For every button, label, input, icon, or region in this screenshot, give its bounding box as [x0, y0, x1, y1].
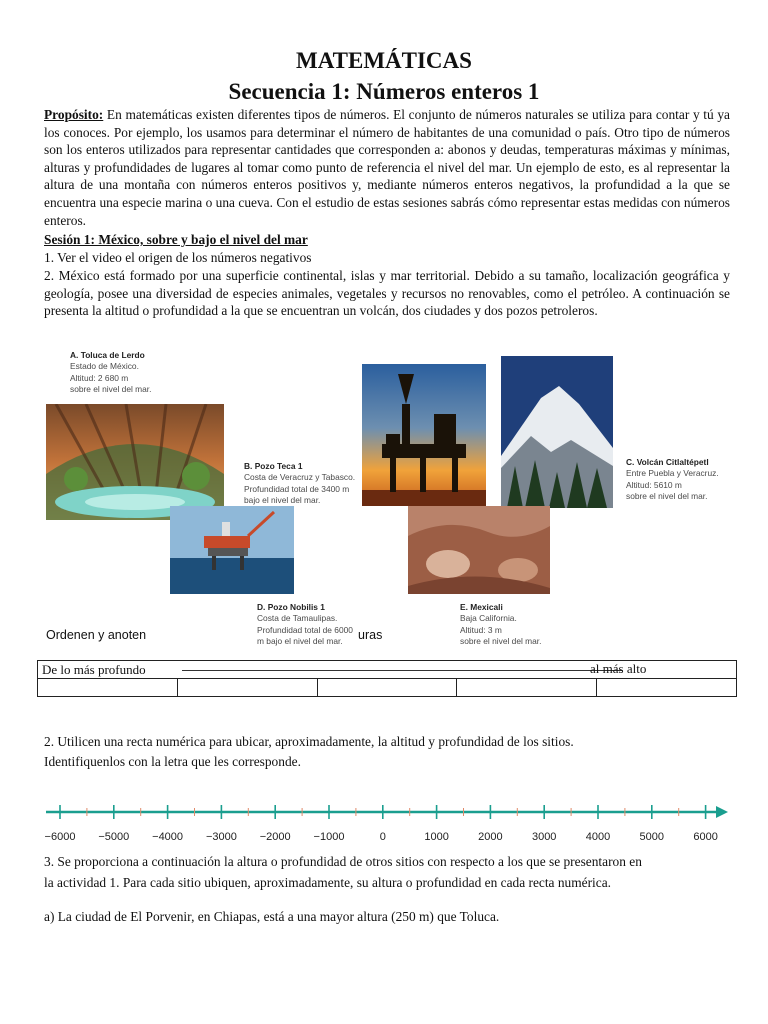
sites-collage [38, 346, 730, 658]
sequence-title: Secuencia 1: Números enteros 1 [228, 79, 540, 104]
order-arrow-line [182, 670, 622, 671]
session-title: Sesión 1: México, sobre y bajo el nivel del mar [44, 232, 308, 247]
number-line-label: 2000 [478, 831, 503, 843]
site-a-line1: Estado de México. [70, 361, 139, 372]
site-d-line3: m bajo el nivel del mar. [257, 636, 343, 647]
site-b-title: B. Pozo Teca 1 [244, 461, 303, 471]
answer-cell-1[interactable] [38, 679, 178, 697]
number-line-label: −4000 [152, 831, 184, 843]
question-3-line2: la actividad 1. Para cada sitio ubiquen, aproximadamente, su altura o profundidad en cada recta numérica. [44, 875, 612, 890]
site-b-line2: Profundidad total de 3400 m [244, 483, 350, 494]
purpose-text: En matemáticas existen diferentes tipos de números. El conjunto de números naturales se utiliza para contar y tú ya los conoces. Por ejemplo, los usamos para determinar el número de habitantes de una comunidad o país. Otro tipo de números son los enteros utilizados para representar cantidades que corresponden a: abonos y deudas, temperaturas máximas y mínimas, alturas y profundidades de lugares al tomar como punto de referencia el nivel del mar. Un ejemplo de esto, es al representar la altura de una montaña con números enteros positivos y, mediante números enteros negativos, la profundidad a la que se encuentra una especie marina o una cueva. Con el estudio de estas sesiones sabrás cómo representar estas medidas con números enteros. [44, 107, 730, 228]
purpose-label: Propósito: [44, 107, 104, 122]
number-line-label: 4000 [585, 831, 611, 843]
order-header-row [38, 661, 737, 679]
question-3a: a) La ciudad de El Porvenir, en Chiapas, está a una mayor altura (250 m) que Toluca. [44, 909, 500, 924]
number-line-label: 0 [379, 831, 386, 843]
mexicali-photo [408, 506, 550, 594]
number-line-label: −5000 [98, 831, 130, 843]
site-a-line2: Altitud: 2 680 m [70, 372, 129, 383]
question-2-line2: Identifiquenlos con la letra que les corresponde. [44, 754, 301, 769]
number-line [40, 798, 740, 844]
site-c-title: C. Volcán Citlaltépetl [626, 457, 709, 467]
site-e-line3: sobre el nivel del mar. [460, 636, 542, 647]
session-item-1: 1. Ver el video el origen de los números negativos [44, 250, 312, 265]
number-line-label: −1000 [313, 831, 345, 843]
number-line-label: 5000 [639, 831, 665, 843]
number-line-label: −2000 [259, 831, 291, 843]
site-c-line1: Entre Puebla y Veracruz. [626, 468, 719, 479]
order-to-label: al más alto [590, 661, 647, 676]
site-e-title: E. Mexicali [460, 602, 503, 612]
site-d-title: D. Pozo Nobilis 1 [257, 602, 325, 612]
order-instruction-tail: uras [358, 628, 383, 642]
order-answer-row [38, 679, 737, 697]
site-c-line3: sobre el nivel del mar. [626, 491, 708, 502]
purpose-paragraph [44, 106, 730, 229]
answer-cell-3[interactable] [317, 679, 457, 697]
number-line-label: 3000 [531, 831, 557, 843]
site-d-caption [257, 602, 353, 648]
answer-cell-2[interactable] [177, 679, 317, 697]
answer-cell-4[interactable] [457, 679, 597, 697]
number-line-label: −3000 [205, 831, 237, 843]
site-b-line3: bajo el nivel del mar. [244, 495, 321, 506]
page-title: MATEMÁTICAS [296, 48, 472, 73]
site-a-title: A. Toluca de Lerdo [70, 350, 145, 360]
site-e-line2: Altitud: 3 m [460, 624, 502, 635]
site-e-caption [460, 602, 541, 648]
site-a-line3: sobre el nivel del mar. [70, 384, 152, 395]
site-e-line1: Baja California. [460, 613, 517, 624]
order-table [37, 660, 737, 697]
number-line-arrow [716, 806, 728, 818]
site-d-line1: Costa de Tamaulipas. [257, 613, 338, 624]
site-b-caption [244, 461, 355, 507]
toluca-photo [46, 404, 224, 520]
site-c-line2: Altitud: 5610 m [626, 479, 682, 490]
answer-cell-5[interactable] [597, 679, 737, 697]
site-d-line2: Profundidad total de 6000 [257, 624, 353, 635]
session-item-2: 2. México está formado por una superficie continental, islas y mar territorial. Debido a su tamaño, localización geográfica y geología, posee una diversidad de especies animales, vegetales y recursos no renovables, como el petróleo. A continuación se presenta la altitud o profundidad a la que se encuentran un volcán, dos ciudades y dos pozos petroleros. [44, 268, 730, 319]
site-a-caption [70, 350, 151, 396]
number-line-label: −6000 [44, 831, 76, 843]
number-line-label: 1000 [424, 831, 449, 843]
order-from-label: De lo más profundo [42, 661, 146, 677]
question-2-line1: 2. Utilicen una recta numérica para ubicar, aproximadamente, la altitud y profundidad de los sitios. [44, 734, 574, 749]
site-b-line1: Costa de Veracruz y Tabasco. [244, 472, 356, 483]
order-instruction: Ordenen y anoten [46, 628, 147, 642]
question-3-line1: 3. Se proporciona a continuación la altura o profundidad de otros sitios con respecto a los que se presentaron en [44, 854, 642, 869]
number-line-label: 6000 [693, 831, 718, 843]
site-c-caption [626, 457, 719, 503]
pozo-nobilis-photo [170, 506, 294, 594]
order-header-cell [38, 661, 737, 679]
volcan-photo [501, 356, 613, 508]
pozo-teca-photo [362, 364, 486, 506]
